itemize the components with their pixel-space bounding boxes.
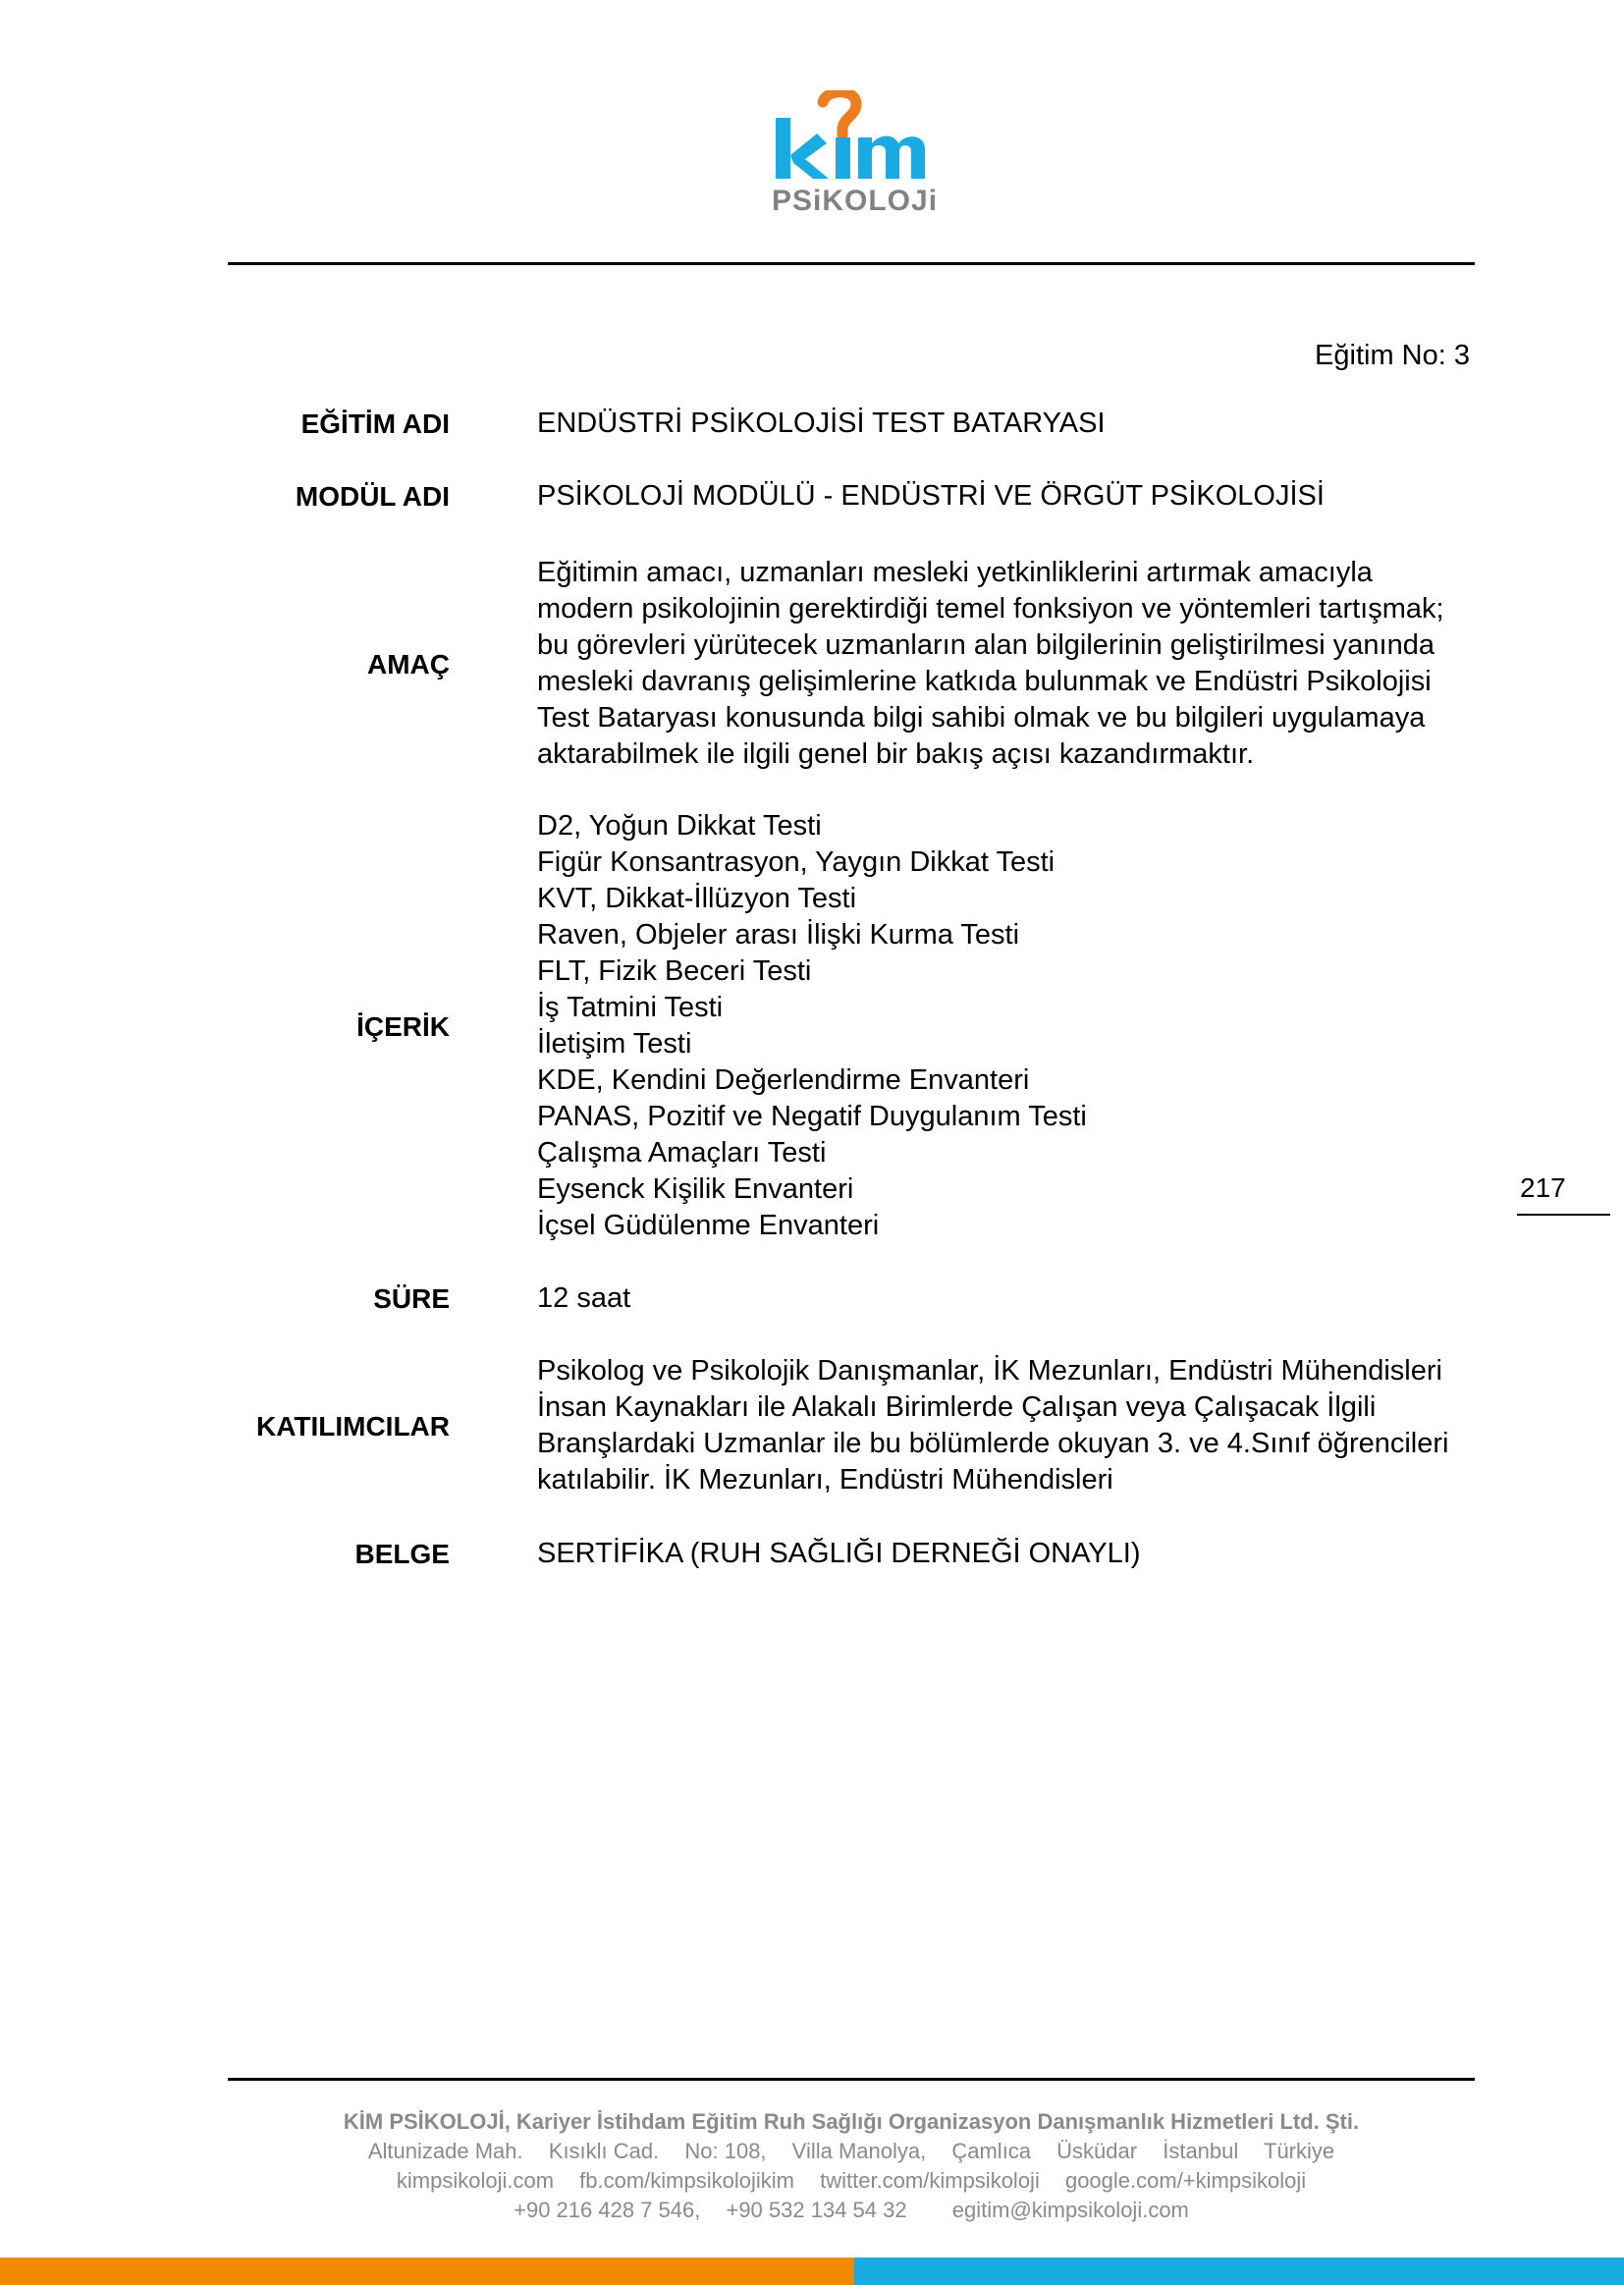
- website-link[interactable]: kimpsikoloji.com: [396, 2168, 555, 2193]
- google-link[interactable]: google.com/+kimpsikoloji: [1064, 2168, 1307, 2193]
- address-part: Kısıklı Cad.: [548, 2139, 660, 2163]
- list-item: Çalışma Amaçları Testi: [537, 1137, 827, 1169]
- field-label: BELGE: [354, 1539, 450, 1569]
- field-label: MODÜL ADI: [295, 481, 450, 512]
- field-label: EĞİTİM ADI: [300, 408, 450, 439]
- phone-1: +90 216 428 7 546,: [514, 2198, 701, 2222]
- list-item: Eysenck Kişilik Envanteri: [537, 1173, 854, 1205]
- field-value: PSİKOLOJİ MODÜLÜ - ENDÜSTRİ VE ÖRGÜT PSİKOLOJİSİ: [537, 480, 1325, 512]
- list-item: İletişim Testi: [537, 1028, 692, 1060]
- text-line: Branşlardaki Uzmanlar ile bu bölümlerde okuyan 3. ve 4.Sınıf öğrencileri: [537, 1428, 1449, 1459]
- address-part: Villa Manolya,: [791, 2139, 927, 2163]
- company-logo: [746, 90, 943, 228]
- footer-links: [228, 2166, 1475, 2196]
- list-item: Raven, Objeler arası İlişki Kurma Testi: [537, 919, 1020, 951]
- company-name: KİM PSİKOLOJİ: [343, 2109, 505, 2134]
- text-line: bu görevleri yürütecek uzmanların alan bilgilerinin geliştirilmesi yanında: [537, 629, 1435, 661]
- footer-bar-orange: [0, 2258, 854, 2285]
- field-value: SERTİFİKA (RUH SAĞLIĞI DERNEĞİ ONAYLI): [537, 1538, 1141, 1569]
- list-item: PANAS, Pozitif ve Negatif Duygulanım Testi: [537, 1101, 1087, 1132]
- field-label: SÜRE: [373, 1283, 450, 1314]
- footer: [228, 2107, 1475, 2225]
- training-number: Eğitim No: 3: [1315, 340, 1470, 371]
- text-line: Test Bataryası konusunda bilgi sahibi olmak ve bu bilgileri uygulamaya: [537, 702, 1426, 734]
- company-description: , Kariyer İstihdam Eğitim Ruh Sağlığı Organizasyon Danışmanlık Hizmetleri Ltd. Şti.: [504, 2109, 1360, 2134]
- field-label: KATILIMCILAR: [256, 1411, 450, 1442]
- twitter-link[interactable]: twitter.com/kimpsikoloji: [820, 2168, 1040, 2193]
- footer-divider: [228, 2078, 1475, 2081]
- footer-bar-blue: [854, 2258, 1624, 2285]
- field-value: [537, 555, 1480, 773]
- content-list: [537, 808, 1480, 1244]
- facebook-link[interactable]: fb.com/kimpsikolojikim: [579, 2168, 794, 2193]
- field-value: [537, 1353, 1480, 1498]
- address-part: Türkiye: [1264, 2139, 1335, 2163]
- text-line: katılabilir. İK Mezunları, Endüstri Mühendisleri: [537, 1464, 1113, 1496]
- list-item: FLT, Fizik Beceri Testi: [537, 955, 812, 987]
- text-line: modern psikolojinin gerektirdiği temel fonksiyon ve yöntemleri tartışmak;: [537, 593, 1444, 625]
- text-line: aktarabilmek ile ilgili genel bir bakış açısı kazandırmaktır.: [537, 738, 1255, 770]
- text-line: mesleki davranış gelişimlerine katkıda bulunmak ve Endüstri Psikolojisi: [537, 666, 1432, 697]
- field-label: AMAÇ: [367, 649, 450, 680]
- logo-subtext: PSiKOLOJi: [772, 185, 939, 217]
- footer-company-line: [228, 2107, 1475, 2137]
- phone-2: +90 532 134 54 32: [726, 2198, 907, 2222]
- list-item: İçsel Güdülenme Envanteri: [537, 1210, 880, 1241]
- page-number-underline: [1517, 1214, 1610, 1216]
- field-label: İÇERİK: [356, 1011, 450, 1042]
- address-part: No: 108,: [684, 2139, 767, 2163]
- text-line: İnsan Kaynakları ile Alakalı Birimlerde Çalışan veya Çalışacak İlgili: [537, 1391, 1377, 1423]
- text-line: Psikolog ve Psikolojik Danışmanlar, İK Mezunları, Endüstri Mühendisleri: [537, 1355, 1442, 1387]
- footer-address: [228, 2137, 1475, 2166]
- text-line: Eğitimin amacı, uzmanları mesleki yetkinliklerini artırmak amacıyla: [537, 557, 1373, 588]
- footer-contacts: [228, 2196, 1475, 2225]
- list-item: Figür Konsantrasyon, Yaygın Dikkat Testi: [537, 846, 1056, 878]
- list-item: KVT, Dikkat-İllüzyon Testi: [537, 883, 857, 914]
- header-divider: [228, 262, 1475, 265]
- address-part: Üsküdar: [1056, 2139, 1138, 2163]
- field-value: ENDÜSTRİ PSİKOLOJİSİ TEST BATARYASI: [537, 408, 1106, 439]
- list-item: İş Tatmini Testi: [537, 992, 724, 1023]
- list-item: D2, Yoğun Dikkat Testi: [537, 810, 822, 842]
- page-number: 217: [1520, 1172, 1566, 1203]
- address-part: Çamlıca: [951, 2139, 1032, 2163]
- address-part: İstanbul: [1163, 2139, 1239, 2163]
- email-link[interactable]: egitim@kimpsikoloji.com: [951, 2198, 1189, 2222]
- address-part: Altunizade Mah.: [367, 2139, 523, 2163]
- field-value: 12 saat: [537, 1282, 631, 1314]
- list-item: KDE, Kendini Değerlendirme Envanteri: [537, 1064, 1030, 1096]
